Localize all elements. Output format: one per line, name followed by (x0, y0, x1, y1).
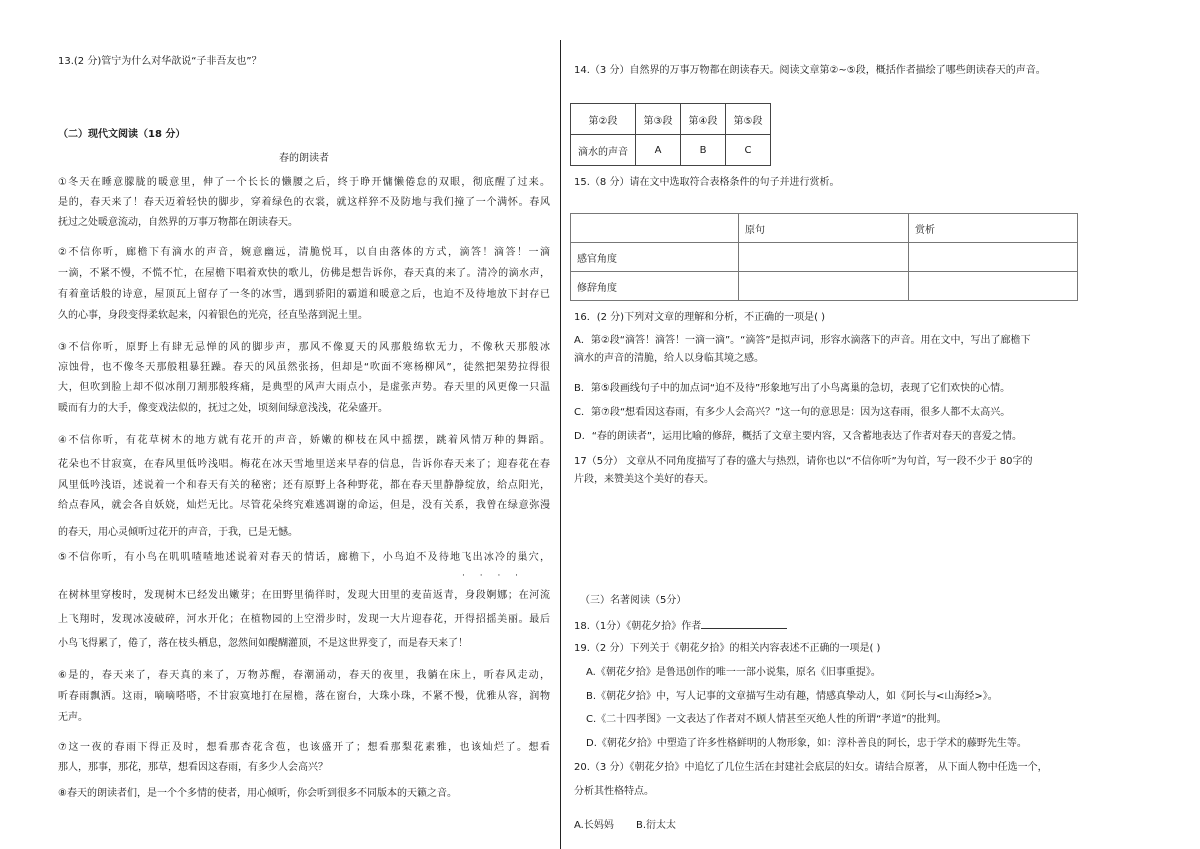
question-18 (574, 618, 787, 634)
paragraph-3-line: 大，但吹到脸上却不似冰削刀割那般疼痛，是典型的风声大雨点小，是虚张声势。春天里的风更像一只温 (58, 382, 550, 393)
table-row-label: 感官角度 (571, 243, 739, 272)
question-18-text: 18.（1分）《朝花夕拾》作者 (574, 621, 702, 632)
table-header-cell: 第④段 (681, 104, 726, 135)
emphasis-dots: · · · · (462, 571, 525, 581)
question-20: 20.（3 分）《朝花夕拾》中追忆了几位生活在封建社会底层的妇女。请结合原著， 从下面人物中任选一个， (574, 762, 1048, 773)
paragraph-4-line: 给点春风，就会各自妖娆，灿烂无比。尽管花朵终究难逃凋谢的命运，但是，没有关系，我曾在绿意弥漫 (58, 500, 550, 511)
paragraph-7-line: 那人，那事，那花，那草，想看因这春雨，有多少人会高兴？ (58, 762, 328, 773)
paragraph-5-line: 上飞翔时，发现冰凌破碎，河水开化；在植物园的上空滑步时，发现一大片迎春花，开得招摇美丽。最后 (58, 614, 550, 625)
paragraph-8-line: ⑧春天的朗读者们，是一个个多情的使者，用心倾听，你会听到很多不同版本的天籁之音。 (58, 788, 457, 799)
answer-cell[interactable] (909, 243, 1078, 272)
question-14: 14.（3 分）自然界的万事万物都在朗读春天。阅读文章第②~⑤段，概括作者描绘了哪些朗读春天的声音。 (574, 65, 1046, 76)
paragraph-1-line: ①冬天在睡意朦胧的暖意里，伸了一个长长的懒腰之后，终于睁开慵懒倦怠的双眼，彻底醒了过来。 (58, 177, 550, 188)
answer-cell[interactable] (739, 272, 909, 301)
question-20: 分析其性格特点。 (574, 786, 654, 797)
question-19-option-c: C.《二十四孝图》一文表达了作者对不顾人情甚至灭绝人性的所谓“孝道”的批判。 (586, 714, 947, 725)
question-16-option-a: 滴水的声音的清脆，给人以身临其境之感。 (574, 353, 764, 364)
column-divider (560, 40, 561, 849)
paragraph-4-line: 花朵也不甘寂寞，在春风里低吟浅唱。梅花在冰天雪地里送来早春的信息，告诉你春天来了；迎春花在春 (58, 459, 550, 470)
paragraph-6-line: 无声。 (58, 712, 88, 723)
paragraph-3-line: 暖而有力的大手，像变戏法似的，抚过之处，顷刻间绿意浅浅，花朵盛开。 (58, 403, 388, 414)
table-header-cell: 原句 (739, 214, 909, 243)
table-header-cell (571, 214, 739, 243)
paragraph-3-line: ③不信你听，原野上有肆无忌惮的风的脚步声，那风不像夏天的风那般绵软无力，不像秋天那般冰 (58, 342, 550, 353)
answer-cell[interactable] (739, 243, 909, 272)
table-header-cell: 赏析 (909, 214, 1078, 243)
paragraph-4-line: ④不信你听，有花草树木的地方就有花开的声音，娇嫩的柳枝在风中摇摆，跳着风情万种的舞蹈。 (58, 435, 550, 446)
question-15-table (570, 213, 1078, 301)
question-17: 片段，来赞美这个美好的春天。 (574, 474, 714, 485)
paragraph-5-line: ⑤不信你听，有小鸟在叽叽喳喳地述说着对春天的情话，廊檐下，小鸟迫不及待地飞出冰冷的巢穴， (58, 552, 550, 563)
question-16: 16．(2 分)下列对文章的理解和分析，不正确的一项是( ) (574, 312, 826, 323)
essay-title: 春的朗读者 (279, 153, 329, 164)
section-heading-classics: （三）名著阅读（5分） (580, 595, 687, 606)
section-heading-modern-reading: （二）现代文阅读（18 分） (58, 129, 186, 140)
question-19-option-d: D.《朝花夕拾》中塑造了许多性格鲜明的人物形象，如：淳朴善良的阿长，忠于学术的藤野先生等。 (586, 738, 1027, 749)
table-cell: B (681, 135, 726, 166)
paragraph-1-line: 抚过之处暖意流动，自然界的万事万物都在朗读春天。 (58, 217, 298, 228)
table-cell: A (636, 135, 681, 166)
paragraph-2-line: ②不信你听，廊檐下有滴水的声音，婉意幽远，清脆悦耳，以自由落体的方式，滴答！滴答！一滴 (58, 247, 550, 258)
question-15: 15.（8 分）请在文中选取符合表格条件的句子并进行赏析。 (574, 177, 840, 188)
answer-cell[interactable] (909, 272, 1078, 301)
paragraph-5-line: 小鸟飞得累了，倦了，落在枝头栖息，忽然间如醍醐灌顶，不是这世界变了，而是春天来了！ (58, 638, 468, 649)
paragraph-2-line: 一滴，不紧不慢，不慌不忙，在屋檐下唱着欢快的歌儿，仿佛是想告诉你，春天真的来了。清冷的滴水声， (58, 268, 550, 279)
paragraph-4-line: 风里低吟浅语，述说着一个和春天有关的秘密；还有原野上各种野花，都在春天里静静绽放，给点阳光， (58, 480, 550, 491)
paragraph-6-line: 听春雨飘洒。这雨，嘀嘀嗒嗒，不甘寂寞地打在屋檐，落在窗台，大珠小珠，不紧不慢，优雅从容，润物 (58, 691, 550, 702)
paragraph-2-line: 久的心事，身段变得柔软起来，闪着银色的光亮，径直坠落到泥土里。 (58, 310, 368, 321)
question-16-option-b: B．第⑤段画线句子中的加点词“迫不及待”形象地写出了小鸟离巢的急切，表现了它们欢快的心情。 (574, 383, 1011, 394)
question-16-option-a: A．第②段“滴答！滴答！一滴一滴”。“滴答”是拟声词，形容水滴落下的声音。用在文中，写出了廊檐下 (574, 335, 1031, 346)
table-row-label: 修辞角度 (571, 272, 739, 301)
paragraph-5-line: 在树林里穿梭时，发现树木已经发出嫩芽；在田野里徜徉时，发现大田里的麦苗返青，身段婀娜；在河流 (58, 590, 550, 601)
question-19-option-b: B.《朝花夕拾》中，写人记事的文章描写生动有趣，情感真挚动人，如《阿长与<山海经>》。 (586, 691, 998, 702)
question-19: 19.（2 分）下列关于《朝花夕拾》的相关内容表述不正确的一项是( ) (574, 643, 881, 654)
question-20-choice-b: B.衍太太 (636, 820, 677, 831)
question-17: 17（5分） 文章从不同角度描写了春的盛大与热烈，请你也以“不信你听”为句首，写一段不少于 80字的 (574, 456, 1033, 467)
table-header-cell: 第②段 (571, 104, 636, 135)
paragraph-6-line: ⑥是的，春天来了，春天真的来了，万物苏醒，春潮涌动，春天的夜里，我躺在床上，听春风走动， (58, 670, 550, 681)
question-16-option-c: C．第⑦段“想看因这春雨，有多少人会高兴？”这一句的意思是：因为这春雨，很多人都不太高兴。 (574, 407, 1011, 418)
paragraph-7-line: ⑦这一夜的春雨下得正及时，想看那杏花含苞，也该盛开了；想看那梨花素雅，也该灿烂了。想看 (58, 742, 550, 753)
answer-blank[interactable] (701, 618, 787, 629)
table-cell: C (726, 135, 771, 166)
question-19-option-a: A.《朝花夕拾》是鲁迅创作的唯一一部小说集，原名《旧事重提》。 (586, 667, 881, 678)
paragraph-3-line: 凉蚀骨，也不像冬天那般粗暴狂躁。春天的风虽然张扬，但却是“吹面不寒杨柳风”，徒然把架势拉得很 (58, 362, 550, 373)
table-cell: 滴水的声音 (571, 135, 636, 166)
paragraph-2-line: 有着童话般的诗意，屋顶瓦上留存了一冬的冰雪，遇到骄阳的霸道和暖意之后，也迫不及待地放下封存已 (58, 289, 550, 300)
paragraph-4-line: 的春天，用心灵倾听过花开的声音，于我，已是无憾。 (58, 527, 298, 538)
question-16-option-d: D．“春的朗读者”，运用比喻的修辞，概括了文章主要内容，又含蓄地表达了作者对春天的喜爱之情。 (574, 431, 1023, 442)
table-header-cell: 第③段 (636, 104, 681, 135)
question-20-choice-a: A.长妈妈 (574, 820, 614, 831)
paragraph-1-line: 是的，春天来了！春天迈着轻快的脚步，穿着绿色的衣裳，就这样猝不及防地与我们撞了一个满怀。春风 (58, 197, 550, 208)
table-header-cell: 第⑤段 (726, 104, 771, 135)
question-14-table (570, 103, 771, 166)
question-13: 13.(2 分)管宁为什么对华歆说“子非吾友也”？ (58, 56, 262, 67)
